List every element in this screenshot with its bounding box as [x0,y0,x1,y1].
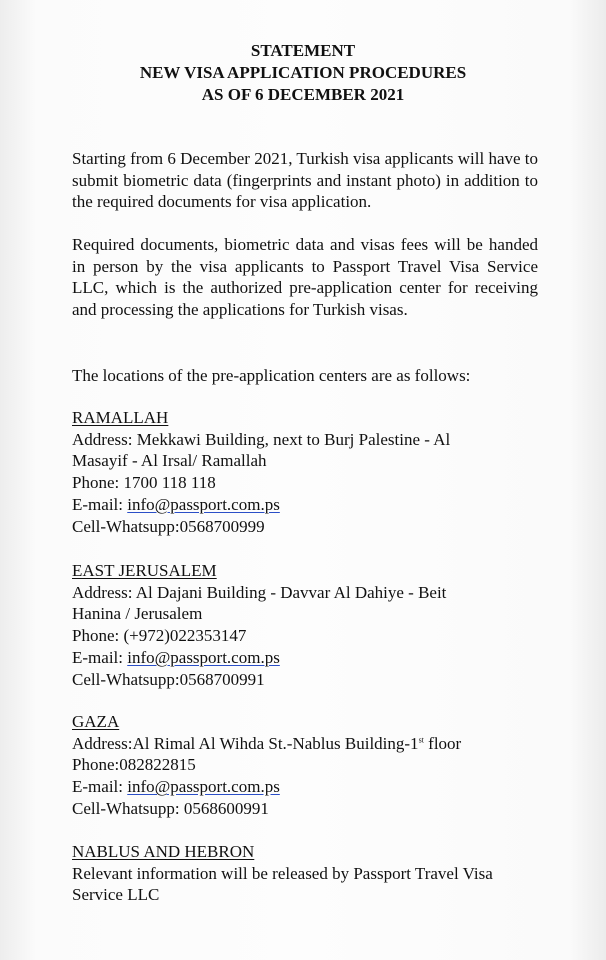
cell-line: Cell-Whatsupp:0568700991 [72,669,265,689]
email-link[interactable]: info@passport.com.ps [127,777,280,797]
heading-title: STATEMENT [250,41,356,60]
center-east-jerusalem [72,560,552,690]
intro-paragraph: Starting from 6 December 2021, Turkish visa applicants will have to submit biometric data (fingerprints and instant photo) in addition to the required documents for visa application. [72,149,539,212]
email-link[interactable]: info@passport.com.ps [127,647,280,667]
city-heading: GAZA [72,712,120,731]
release-note: Relevant information will be released by Passport Travel Visa Service LLC [72,863,493,905]
email-label: E-mail: [72,647,128,667]
cell-line: Cell-Whatsupp:0568700999 [72,516,265,536]
address-line: Address: Al Dajani Building - Davvar Al Dahiye - Beit [72,582,447,602]
address-line: Hanina / Jerusalem [72,604,203,624]
phone-line: Phone: (+972)022353147 [72,626,247,646]
email-label: E-mail: [72,777,128,797]
email-line [72,647,552,669]
email-link[interactable]: info@passport.com.ps [127,494,280,514]
requirements-paragraph: Required documents, biometric data and visas fees will be handed in person by the visa applicants to Passport Travel Visa Service LLC, which is the authorized pre-application center for receiving and processing the applications for Turkish visas. [72,235,538,320]
email-label: E-mail: [72,494,128,514]
phone-line: Phone: 1700 118 118 [72,473,216,493]
center-ramallah [72,407,552,537]
email-line [72,494,552,516]
address-line: Address: Mekkawi Building, next to Burj Palestine - Al [72,429,451,449]
heading-date: AS OF 6 DECEMBER 2021 [201,85,405,104]
address-text: Address:Al Rimal Al Wihda St.-Nablus Building-1 [72,733,419,753]
address-line: Masayif - Al Irsal/ Ramallah [72,451,267,471]
heading-subtitle: NEW VISA APPLICATION PROCEDURES [139,63,467,82]
document-heading [0,40,606,106]
phone-line: Phone:082822815 [72,755,196,775]
ordinal-suffix: st [418,735,424,745]
city-heading: EAST JERUSALEM [72,561,217,580]
city-heading: RAMALLAH [72,408,169,427]
email-line [72,776,552,798]
address-line [72,733,552,755]
cell-line: Cell-Whatsupp: 0568600991 [72,798,269,818]
center-nablus-hebron [72,841,542,906]
city-heading: NABLUS AND HEBRON [72,842,255,861]
center-gaza [72,711,552,820]
locations-intro: The locations of the pre-application centers are as follows: [72,366,471,385]
address-floor: floor [423,733,462,753]
